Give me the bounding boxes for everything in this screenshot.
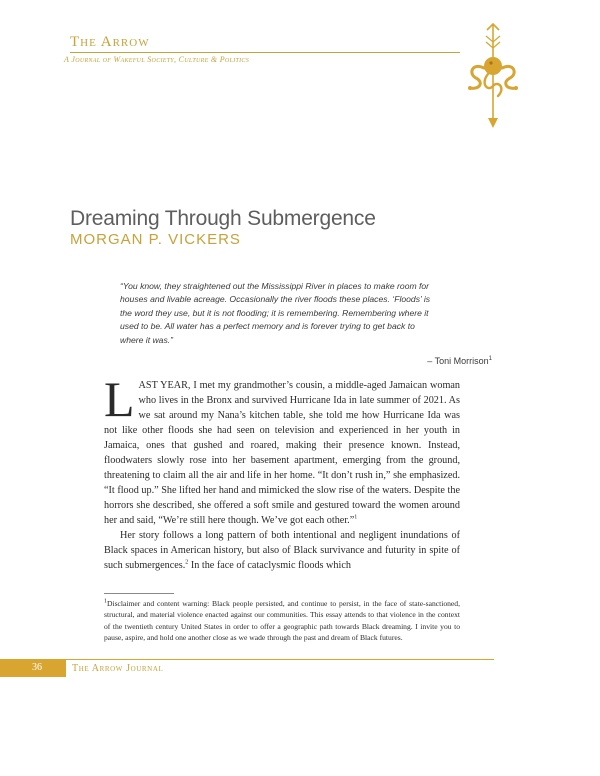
- article-title: Dreaming Through Submergence: [70, 207, 376, 230]
- footnote-marker-2: 2: [185, 559, 189, 566]
- epigraph-quote: “You know, they straightened out the Mississippi River in places to make room for houses and livable acreage. Occasionally the river floods these places. ‘Floods’ is the word they use, but it is not flooding; it is remembering. Remembering where it used to be. All water has a perfect memory and is forever trying to get back to where it was.”: [120, 281, 431, 345]
- masthead-rule: [70, 52, 460, 53]
- article-author: MORGAN P. VICKERS: [70, 231, 241, 248]
- masthead-subtitle: A Journal of Wakeful Society, Culture & Politics: [64, 55, 250, 64]
- lead-in: AST YEAR: [138, 380, 188, 391]
- paragraph-2-text: Her story follows a long pattern of both intentional and negligent inundations of Black spaces in American history, but also of Black survivance and futurity in spite of such submergences.: [104, 530, 460, 571]
- footer-journal-title: The Arrow Journal: [72, 663, 164, 674]
- article-body: [104, 371, 460, 573]
- epigraph-footnote-marker: 1: [488, 356, 492, 362]
- footer-rule: [66, 659, 494, 660]
- arrow-serpent-emblem-icon: [458, 22, 528, 132]
- footnote-1: [104, 598, 460, 643]
- paragraph-1-text: , I met my grandmother’s cousin, a middle-aged Jamaican woman who lives in the Bronx and survived Hurricane Ida in late summer of 2021. As we sat around my Nana’s kitchen table, she told me how Hurricane Ida was not like other floods she had seen on television and experienced in her youth in Jamaica, ones that gushed and roared, making their presence known. Instead, floodwaters slowly rose into her basement apartment, emerging from the ground, threatening to claim all the air and life in her home. “It don’t rush in,” she emphasized. “It flood up.” She lifted her hand and mimicked the slow rise of the waters. Despite the horrors she described, she offered a soft smile and gestured toward the women around her and said, “We’re still here though. We’ve got each other.”: [104, 380, 460, 526]
- body-paragraph-2: [104, 528, 460, 573]
- masthead: [70, 34, 430, 51]
- page-number-tab: [0, 659, 66, 677]
- footnote-1-text: Disclaimer and content warning: Black people persisted, and continue to persist, in the face of state-sanctioned, structural, and material violence enacted against our communities. This essay attends to that violence in the context of the twentieth century United States in order to offer a geographic path towards Black dreaming. I invite you to pause, aspire, and hold one another close as we wade through the past and dream of Black futures.: [104, 599, 460, 642]
- page-number: 36: [32, 662, 42, 673]
- epigraph-attribution: [427, 356, 492, 366]
- paragraph-2-tail: In the face of cataclysmic floods which: [188, 560, 351, 571]
- body-paragraph-1: [104, 371, 460, 528]
- epigraph-attribution-text: – Toni Morrison: [427, 356, 489, 366]
- drop-cap: L: [104, 371, 135, 427]
- masthead-title: The Arrow: [70, 34, 150, 50]
- footnote-rule: [104, 593, 174, 594]
- footnote-marker-1: 1: [354, 514, 358, 521]
- footnote-1-marker: 1: [104, 598, 107, 605]
